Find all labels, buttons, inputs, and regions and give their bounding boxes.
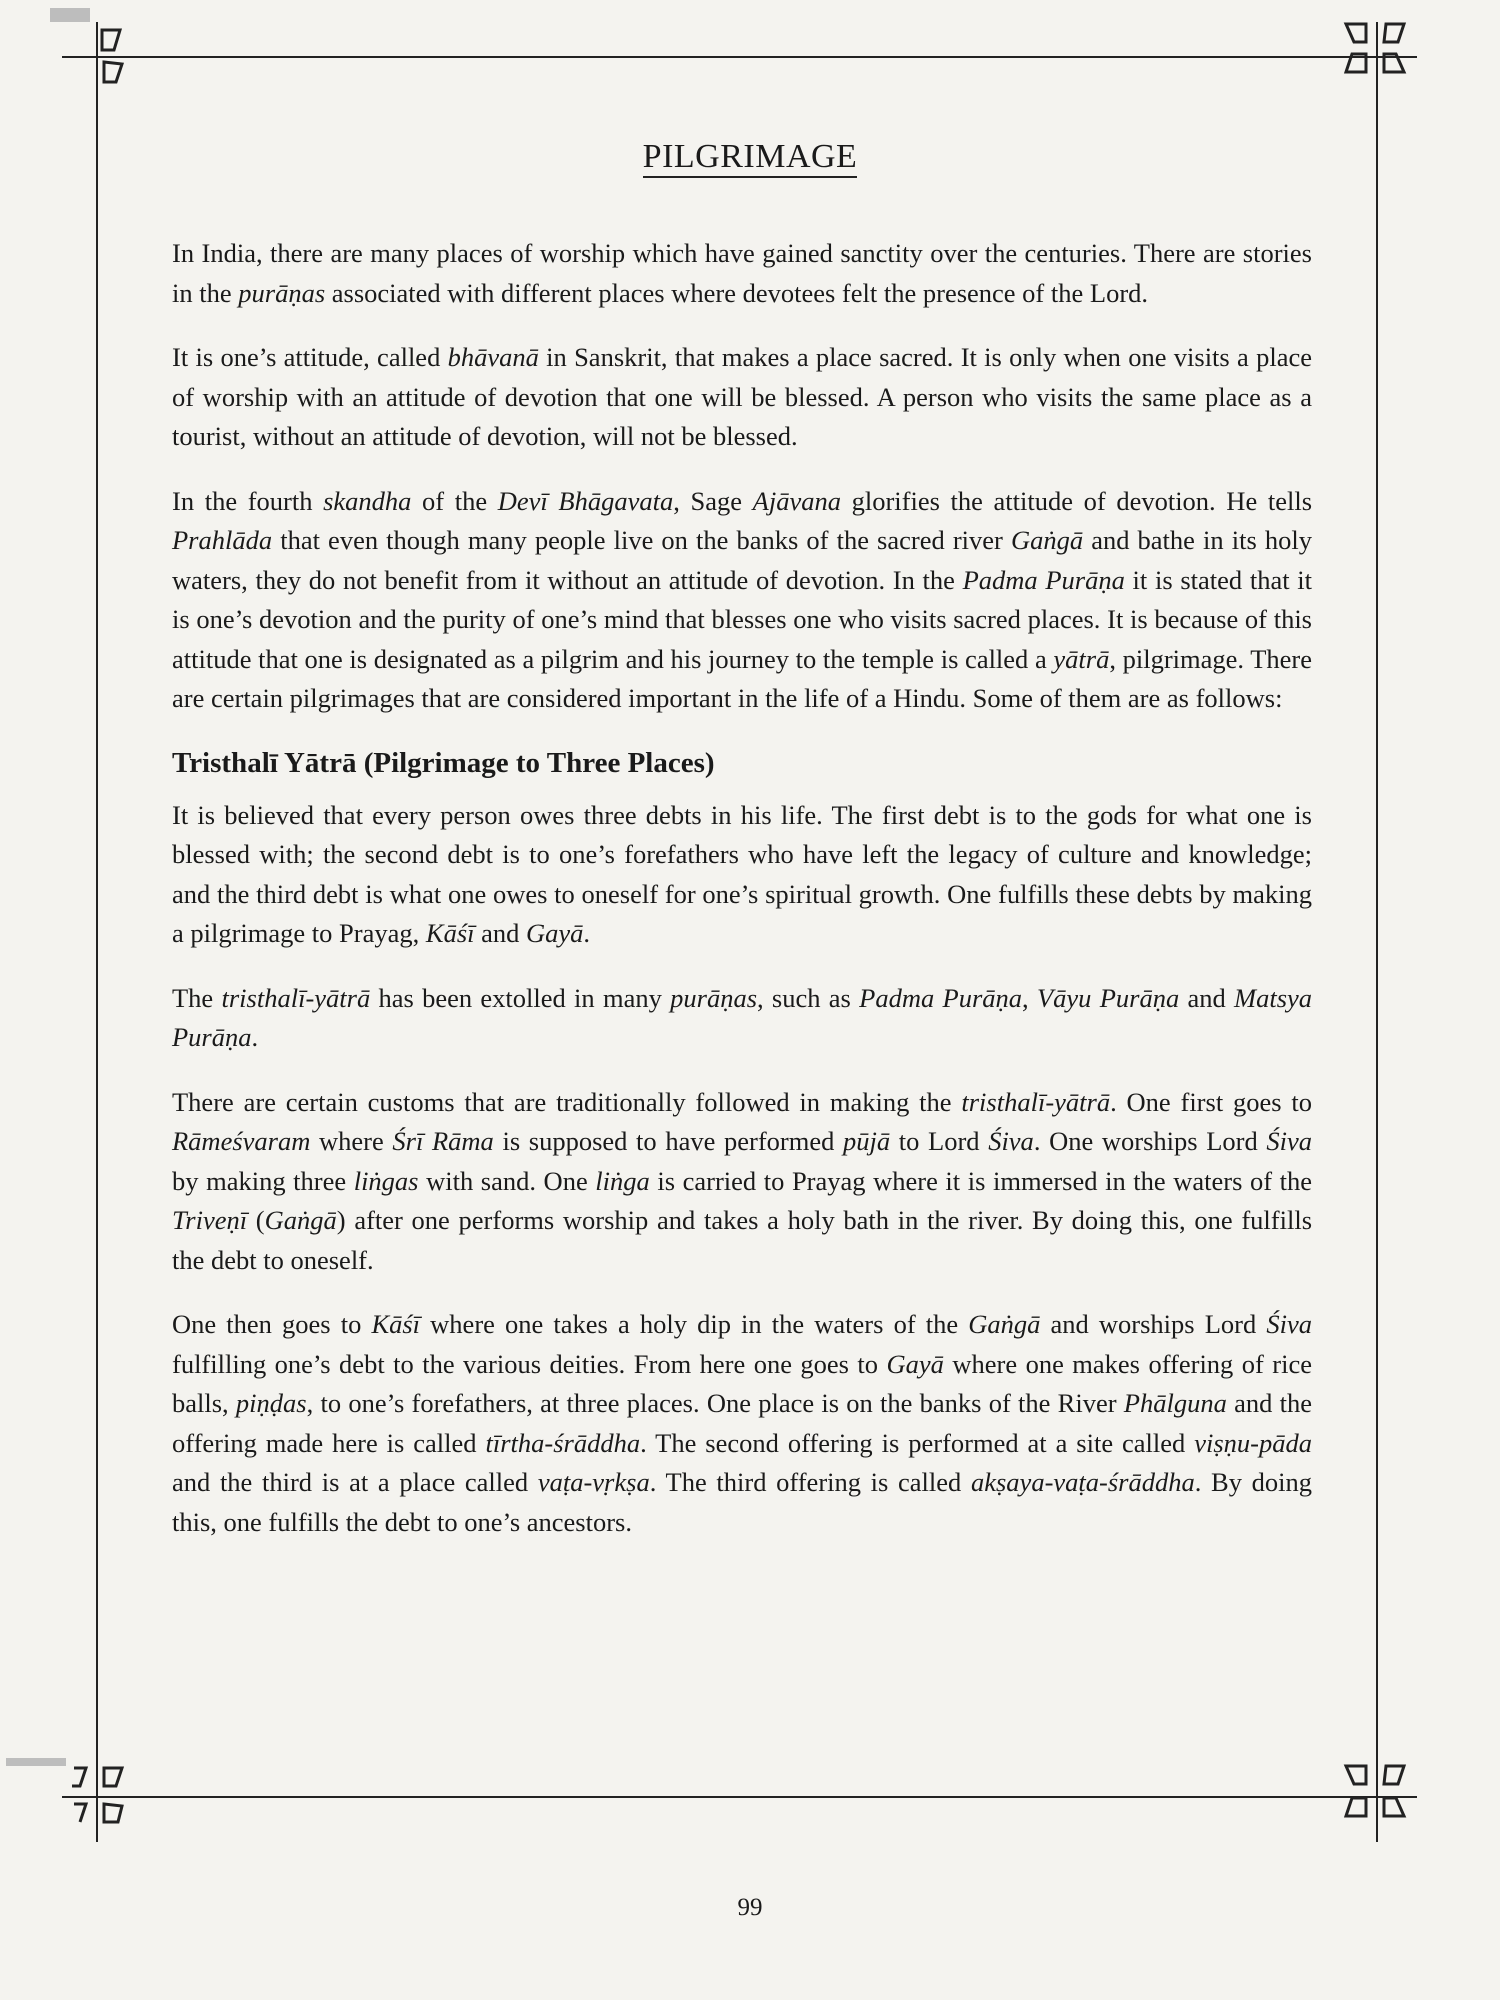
paragraph: There are certain customs that are traditionally followed in making the tristhalī-yātrā. One first goes to Rāmeśvaram where Śrī Rāma is supposed to have performed pūjā to Lord Śiva. One worships Lord Śiva by making three liṅgas with sand. One liṅga is carried to Prayag where it is immersed in the waters of the Triveṇī (Gaṅgā) after one performs worship and takes a holy bath in the river. By doing this, one fulfills the debt to oneself.	[172, 1086, 1313, 1275]
italic-term: Gayā	[526, 918, 584, 948]
paragraph: One then goes to Kāśī where one takes a holy dip in the waters of the Gaṅgā and worships Lord Śiva fulfilling one’s debt to the various deities. From here one goes to Gayā where one makes offering of rice balls, piṇḍas, to one’s forefathers, at three places. One place is on the banks of the River Phālguna and the offering made here is called tīrtha-śrāddha. The second offering is performed at a site called viṣṇu-pāda and the third is at a place called vaṭa-vṛkṣa. The third offering is called akṣaya-vaṭa-śrāddha. By doing this, one fulfills the debt to one’s ancestors.	[172, 1309, 1313, 1537]
italic-term: akṣaya-vaṭa-śrāddha	[970, 1467, 1195, 1497]
italic-term: Śrī Rāma	[392, 1126, 494, 1156]
scan-artifact-top	[50, 8, 90, 22]
paragraph: In the fourth skandha of the Devī Bhāgavata, Sage Ajāvana glorifies the attitude of devotion. He tells Prahlāda that even though many people live on the banks of the sacred river Gaṅgā and bathe in its holy waters, they do not benefit from it without an attitude of devotion. In the Padma Purāṇa it is stated that it is one’s devotion and the purity of one’s mind that blesses one who visits sacred places. It is because of this attitude that one is designated as a pilgrim and his journey to the temple is called a yātrā, pilgrimage. There are certain pilgrimages that are considered important in the life of a Hindu. Some of them are as follows:	[172, 485, 1313, 713]
paragraph: In India, there are many places of worship which have gained sanctity over the centuries. There are stories in the purāṇas associated with different places where devotees felt the presence of the Lord.	[172, 238, 1312, 308]
italic-term: bhāvanā	[447, 342, 539, 372]
top-left-ornament-icon	[62, 22, 132, 92]
section-paragraphs	[172, 796, 1312, 1543]
italic-term: Śiva	[1266, 1126, 1313, 1156]
italic-term: liṅgas	[353, 1165, 419, 1196]
italic-term: Phālguna	[1123, 1388, 1227, 1418]
paragraph: It is one’s attitude, called bhāvanā in Sanskrit, that makes a place sacred. It is only when one visits a place of worship with an attitude of devotion that one will be blessed. A person who visits the same place as a tourist, without an attitude of devotion, will not be blessed.	[172, 342, 1312, 451]
italic-term: Gaṅgā	[968, 1309, 1041, 1339]
section-heading: Tristhalī Yātrā (Pilgrimage to Three Places)	[172, 746, 715, 779]
italic-term: Rāmeśvaram	[172, 1126, 311, 1156]
italic-term: Padma Purāṇa	[962, 564, 1125, 595]
intro-paragraphs	[172, 234, 1312, 719]
italic-term: pūjā	[843, 1126, 891, 1156]
article-body	[172, 234, 1312, 1567]
italic-term: purāṇas	[238, 277, 326, 308]
scan-artifact-left	[6, 1758, 66, 1766]
italic-term: liṅga	[595, 1165, 650, 1196]
italic-term: Śiva	[1266, 1309, 1312, 1339]
paragraph: The tristhalī-yātrā has been extolled in many purāṇas, such as Padma Purāṇa, Vāyu Purāṇa and Matsya Purāṇa.	[172, 982, 1313, 1052]
italic-term: vaṭa-vṛkṣa	[537, 1467, 650, 1497]
italic-term: tristhalī-yātrā	[961, 1086, 1111, 1117]
italic-term: Gaṅgā	[264, 1205, 337, 1235]
italic-term: Kāśī	[371, 1309, 421, 1339]
italic-term: viṣṇu-pāda	[1194, 1427, 1312, 1458]
italic-term: Kāśī	[425, 918, 475, 948]
top-right-ornament-icon	[1340, 14, 1416, 80]
italic-term: Gayā	[886, 1348, 944, 1379]
italic-term: Prahlāda	[172, 525, 273, 555]
paragraph: It is believed that every person owes three debts in his life. The first debt is to the gods for what one is blessed with; the second debt is to one’s forefathers who have left the legacy of culture and knowledge; and the third debt is what one owes to oneself for one’s spiritual growth. One fulfills these debts by making a pilgrimage to Prayag, Kāśī and Gayā.	[172, 799, 1312, 948]
italic-term: Śiva	[988, 1126, 1034, 1156]
italic-term: Devī Bhāgavata	[497, 485, 674, 516]
frame-left-line	[96, 22, 98, 1842]
italic-term: purāṇas	[670, 982, 758, 1013]
italic-term: piṇḍas	[235, 1388, 307, 1418]
italic-term: skandha	[323, 485, 412, 516]
frame-right-line	[1376, 22, 1378, 1842]
frame-top-line	[62, 56, 1417, 58]
frame-bottom-line	[62, 1796, 1417, 1798]
italic-term: Gaṅgā	[1010, 525, 1084, 555]
bottom-left-ornament-icon	[64, 1760, 134, 1830]
page-number: 99	[737, 1894, 763, 1921]
bottom-right-ornament-icon	[1340, 1756, 1416, 1826]
italic-term: Padma Purāṇa	[859, 982, 1023, 1013]
italic-term: tīrtha-śrāddha	[485, 1427, 641, 1458]
page-title: PILGRIMAGE	[0, 138, 1500, 176]
italic-term: yātrā	[1053, 643, 1110, 674]
italic-term: tristhalī-yātrā	[221, 982, 371, 1013]
italic-term: Ajāvana	[752, 485, 841, 516]
italic-term: Vāyu Purāṇa	[1036, 982, 1180, 1013]
italic-term: Triveṇī	[172, 1205, 248, 1235]
italic-term: Matsya Purāṇa	[172, 982, 1313, 1052]
